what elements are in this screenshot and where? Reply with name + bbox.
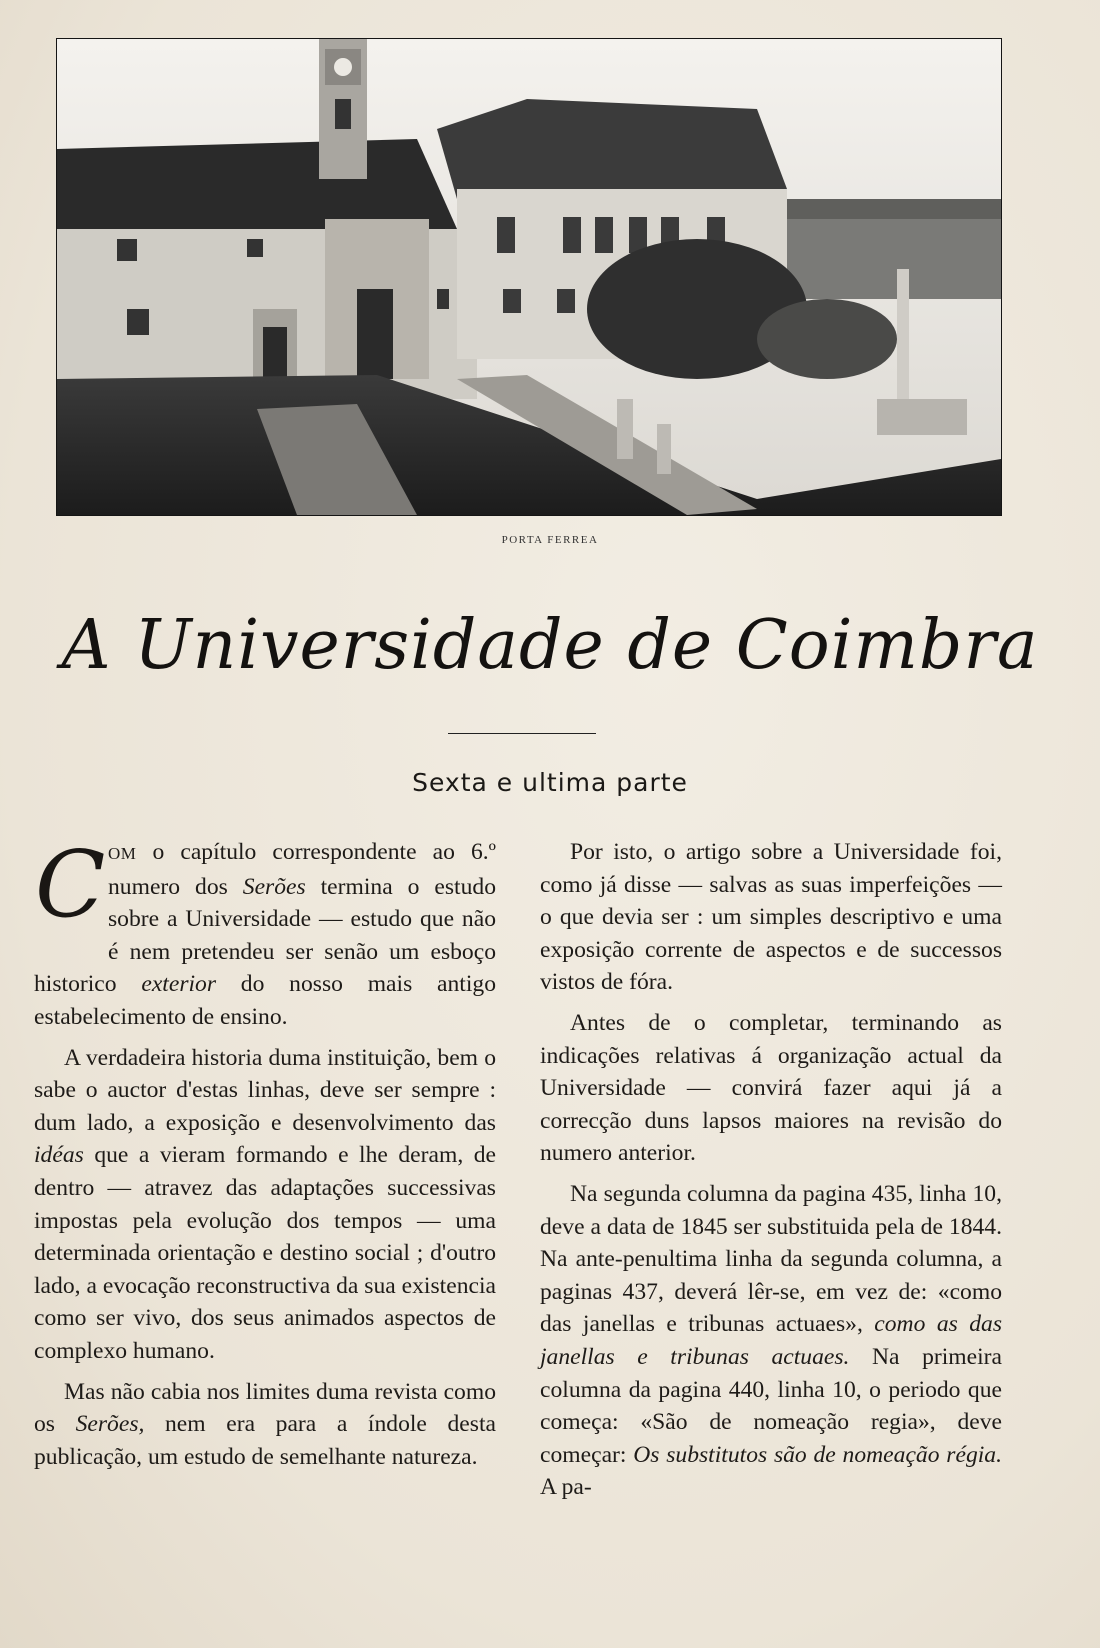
left-paragraph-1	[34, 831, 496, 1034]
emphasis-text: Serões,	[75, 1411, 145, 1438]
text-run: A pa-	[540, 1474, 592, 1501]
emphasis-text: Os substitutos são de nomeação régia.	[633, 1441, 1002, 1468]
article-title: A Universidade de Coimbra	[61, 606, 1039, 685]
drop-cap: C	[35, 831, 106, 938]
text-run: Na primeira columna da pagina 440, linha 10, o periodo que começa: «São de nomeação regia», deve começar:	[540, 1343, 1002, 1468]
building-photo-illustration	[57, 39, 1001, 515]
right-paragraph-2: Antes de o completar, terminando as indicações relativas á organização actual da Universidade — convirá fazer aqui já a correcção duns lapsos maiores na revisão do numero anterior.	[540, 1009, 1002, 1167]
text-run: Mas não cabia nos limites duma revista como os	[34, 1378, 496, 1438]
photo-porta-ferrea	[56, 38, 1002, 516]
photo-caption: PORTA FERREA	[501, 534, 599, 546]
right-column	[540, 836, 1002, 1512]
article-subtitle: Sexta e ultima parte	[412, 768, 688, 797]
text-run: A verdadeira historia duma instituição, bem o sabe o auctor d'estas linhas, deve ser sempre : dum lado, a exposição e desenvolvimento das	[34, 1044, 496, 1136]
emphasis-text: exterior	[141, 971, 217, 998]
title-divider	[448, 733, 596, 734]
left-paragraph-2	[34, 1042, 496, 1368]
left-column	[34, 831, 496, 1481]
right-paragraph-1: Por isto, o artigo sobre a Universidade foi, como já disse — salvas as suas imperfeições — o que devia ser : um simples descriptivo e uma exposição corrente de aspectos e de successos vistos de fóra.	[540, 839, 1002, 996]
text-run: nem era para a índole desta publicação, um estudo de semelhante natureza.	[34, 1411, 496, 1470]
text-run: termina o estudo sobre a Universidade — estudo que não é nem pretendeu ser senão um esboço historico	[34, 873, 496, 998]
text-run: que a vieram formando e lhe deram, de dentro — atravez das adaptações successivas impostas pela evolução dos tempos — uma determinada orientação e destino social ; d'outro lado, a evocação reconstructiva da sua existencia como ser vivo, dos seus animados aspectos de complexo humano.	[34, 1142, 496, 1364]
emphasis-text: Serões	[242, 873, 306, 900]
emphasis-text: idéas	[34, 1142, 84, 1169]
right-paragraph-3	[540, 1178, 1002, 1504]
drop-cap-continuation: OM	[108, 844, 137, 863]
text-run: Na segunda columna da pagina 435, linha 10, deve a data de 1845 ser substituida pela de 1844. Na ante-penultima linha da segunda columna, a paginas 437, deverá lêr-se, em vez de: «como das janellas e tribunas actuaes»,	[540, 1180, 1002, 1338]
text-run: do nosso mais antigo estabelecimento de ensino.	[34, 971, 496, 1030]
text-run: o capítulo correspondente ao 6.º numero dos	[108, 839, 496, 900]
emphasis-text: como as das janellas e tribunas actuaes.	[540, 1311, 1003, 1370]
left-paragraph-3	[34, 1376, 496, 1474]
